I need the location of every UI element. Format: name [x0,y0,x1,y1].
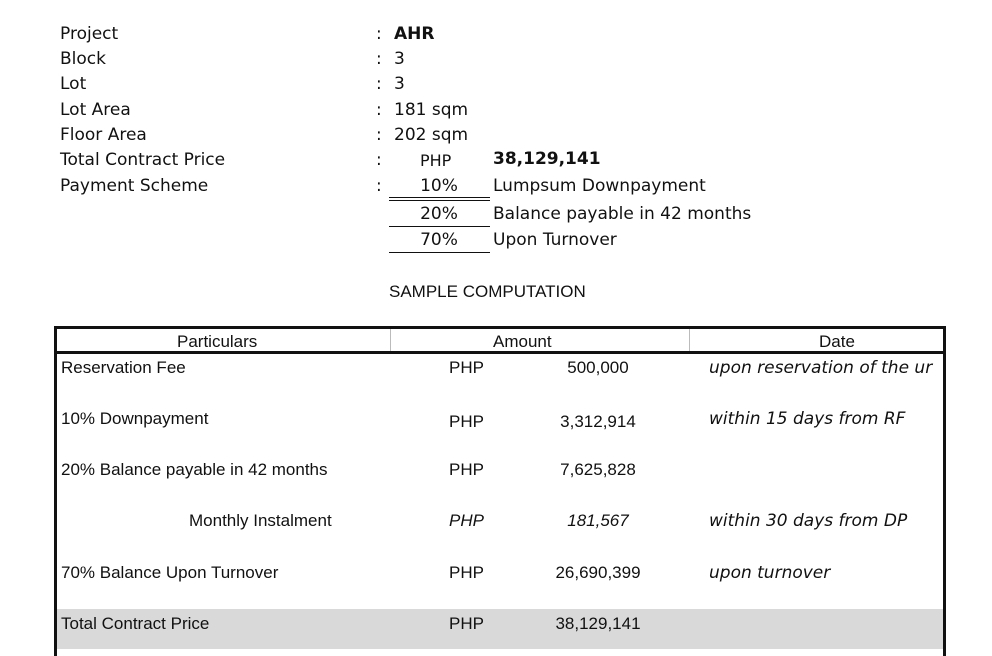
header-amount: Amount [493,332,552,351]
scheme-desc: Lumpsum Downpayment [493,176,706,196]
header-divider [689,329,690,351]
row-particular: 10% Downpayment [61,409,209,428]
row-currency: PHP [449,511,484,530]
header-divider [390,329,391,351]
computation-table [54,326,946,656]
row-particular: Total Contract Price [61,614,210,633]
lot-label: Lot [60,74,87,94]
table-row [57,458,943,482]
lot-area-value: 181 sqm [394,100,469,120]
colon: : [376,125,382,145]
project-value: AHR [394,24,435,44]
scheme-underline [389,252,490,253]
tcp-value: 38,129,141 [493,149,601,169]
floor-area-label: Floor Area [60,125,147,145]
colon: : [376,24,382,44]
row-particular: 20% Balance payable in 42 months [61,460,328,479]
scheme-underline [389,226,490,227]
scheme-label: Payment Scheme [60,176,209,196]
block-value: 3 [394,49,405,69]
colon: : [376,74,382,94]
row-particular: 70% Balance Upon Turnover [61,563,279,582]
header-particulars: Particulars [177,332,258,351]
lot-value: 3 [394,74,405,94]
scheme-underline [389,200,490,201]
scheme-pct: 70% [420,230,458,250]
row-currency: PHP [449,412,484,431]
row-amount: 7,625,828 [560,460,636,479]
row-particular: Reservation Fee [61,358,186,377]
sample-computation-title: SAMPLE COMPUTATION [389,282,586,301]
tcp-currency: PHP [420,151,452,170]
row-amount: 500,000 [567,358,629,377]
colon: : [376,49,382,69]
block-label: Block [60,49,106,69]
colon: : [376,176,382,196]
floor-area-value: 202 sqm [394,125,469,145]
table-header [57,329,943,354]
table-row [57,509,943,533]
tcp-label: Total Contract Price [60,150,226,170]
scheme-desc: Upon Turnover [493,230,617,250]
row-particular: Monthly Instalment [189,511,332,530]
scheme-pct: 10% [420,176,458,196]
row-date: within 15 days from RF [709,409,906,429]
row-date: upon reservation of the ur [709,358,933,378]
row-amount: 38,129,141 [555,614,641,633]
row-amount: 26,690,399 [555,563,641,582]
colon: : [376,150,382,170]
total-row [57,609,943,649]
table-row [57,407,943,431]
colon: : [376,100,382,120]
row-amount: 3,312,914 [560,412,636,431]
row-currency: PHP [449,563,484,582]
scheme-desc: Balance payable in 42 months [493,204,752,224]
scheme-underline [389,197,490,198]
row-amount: 181,567 [567,511,629,530]
scheme-pct: 20% [420,204,458,224]
lot-area-label: Lot Area [60,100,131,120]
row-currency: PHP [449,358,484,377]
row-date: within 30 days from DP [709,511,908,531]
row-currency: PHP [449,614,484,633]
row-currency: PHP [449,460,484,479]
row-date: upon turnover [709,563,831,583]
table-row [57,561,943,585]
table-row [57,356,943,380]
project-label: Project [60,24,119,44]
header-date: Date [819,332,855,351]
